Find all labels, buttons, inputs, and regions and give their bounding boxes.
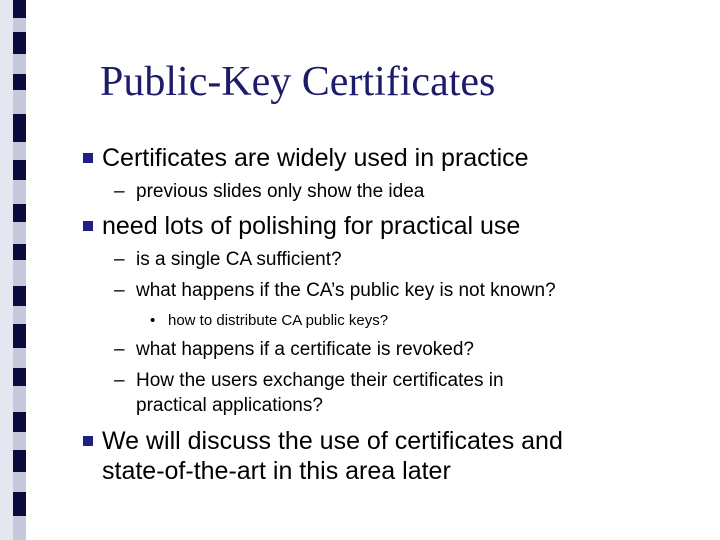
bullet-1-sub-1 — [114, 180, 424, 204]
bullet-3-text-line-2: state-of-the-art in this area later — [102, 457, 451, 485]
square-bullet-icon — [83, 436, 93, 446]
dash-marker: – — [114, 181, 125, 202]
dash-marker: – — [114, 339, 125, 360]
bullet-2 — [102, 211, 520, 241]
bullet-2-sub-3-text: what happens if a certificate is revoked? — [136, 339, 474, 360]
dash-marker: – — [114, 249, 125, 270]
bullet-3-text-line-1: We will discuss the use of certificates and — [102, 427, 563, 455]
bullet-2-sub-2-detail-1 — [150, 311, 388, 331]
bullet-2-sub-4-text-line-2: practical applications? — [136, 395, 323, 416]
square-bullet-icon — [83, 221, 93, 231]
dot-marker: • — [150, 312, 156, 329]
bullet-1 — [102, 143, 529, 173]
bullet-2-sub-1 — [114, 248, 342, 272]
dash-marker: – — [114, 370, 125, 391]
bullet-2-sub-2 — [114, 279, 556, 303]
bullet-1-sub-1-text: previous slides only show the idea — [136, 181, 425, 202]
bullet-2-sub-1-text: is a single CA sufficient? — [136, 249, 342, 270]
dash-marker: – — [114, 280, 125, 301]
bullet-2-sub-2-text: what happens if the CA’s public key is not known? — [136, 280, 556, 301]
square-bullet-icon — [83, 153, 93, 163]
bullet-1-text: Certificates are widely used in practice — [102, 144, 529, 172]
slide-title: Public-Key Certificates — [100, 59, 496, 105]
bullet-2-sub-4 — [114, 369, 504, 393]
decorative-left-stripe — [0, 0, 26, 540]
bullet-2-sub-2-detail-1-text: how to distribute CA public keys? — [168, 312, 389, 329]
bullet-3 — [102, 426, 563, 456]
bullet-2-sub-4-text-line-1: How the users exchange their certificates in — [136, 370, 504, 391]
bullet-2-sub-3 — [114, 338, 474, 362]
bullet-2-text: need lots of polishing for practical use — [102, 212, 521, 240]
